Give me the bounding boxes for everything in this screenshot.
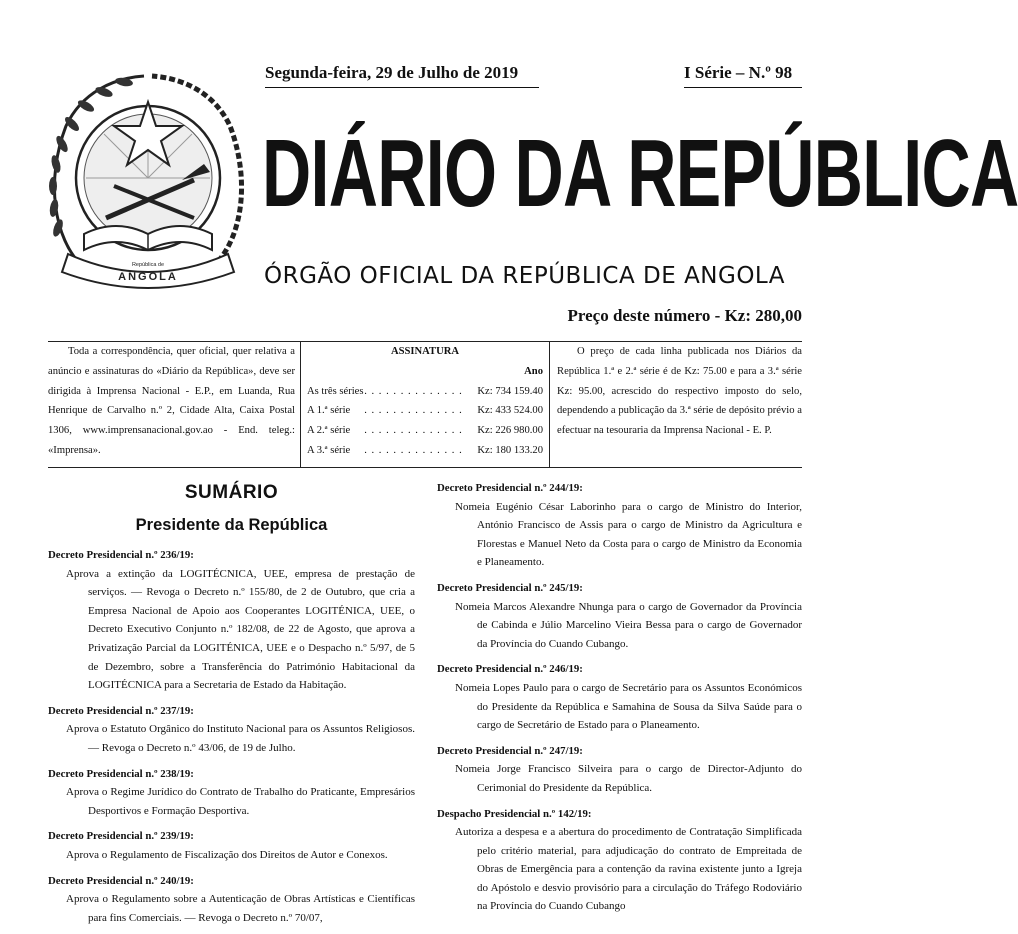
summary-entry bbox=[437, 579, 802, 653]
issue-date: Segunda-feira, 29 de Julho de 2019 bbox=[265, 63, 519, 82]
entry-body: Aprova o Estatuto Orgânico do Instituto Nacional para os Assuntos Religiosos. — Revoga o Decreto n.º 43/06, de 19 de Julho. bbox=[66, 723, 415, 754]
subscription-row-dots: . . . . . . . . . . . . . . bbox=[364, 405, 463, 417]
entry-body: Nomeia Eugénio César Laborinho para o cargo de Ministro do Interior, António Francisco de Assis para o cargo de Ministro da Agricultura e Florestas e Manuel Neto da Costa para o cargo de Ministro da Economia e Planeamento. bbox=[455, 500, 802, 569]
subscription-row-value: Kz: 226 980.00 bbox=[477, 425, 543, 437]
entry-heading: Decreto Presidencial n.º 236/19: bbox=[48, 549, 194, 561]
subscription-row-label: A 1.ª série bbox=[307, 405, 351, 417]
subscription-row-value: Kz: 734 159.40 bbox=[477, 385, 543, 397]
info-box bbox=[48, 341, 802, 468]
entry-body: Aprova o Regime Jurídico do Contrato de Trabalho do Praticante, Empresários Desportivos e Formação Desportiva. bbox=[66, 786, 415, 817]
svg-text:ANGOLA: ANGOLA bbox=[118, 271, 178, 283]
series-underline bbox=[684, 87, 802, 88]
summary-title: SUMÁRIO bbox=[184, 482, 279, 503]
subscription-row bbox=[301, 421, 549, 441]
svg-text:República de: República de bbox=[131, 262, 165, 268]
entry-heading: Decreto Presidencial n.º 245/19: bbox=[437, 581, 583, 594]
entry-body: Autoriza a despesa e a abertura do procedimento de Contratação Simplificada pelo critério material, para adjudicação do contrato de Empreitada de Obras de Emergência para a contenção da ravina existente junto a Igreja do Apóstolo e desvio provisório para a circulação do Tráfego Rodoviário na Província do Cuando Cubango bbox=[455, 826, 802, 913]
subscription-row-dots: . . . . . . . . . . . . . . bbox=[364, 425, 463, 437]
subscription-row-value: Kz: 180 133.20 bbox=[477, 444, 543, 456]
summary-entry bbox=[48, 546, 415, 695]
subscription-heading: ASSINATURA bbox=[390, 346, 460, 357]
entry-heading: Decreto Presidencial n.º 247/19: bbox=[437, 744, 583, 757]
subscription-row bbox=[301, 441, 549, 461]
masthead bbox=[262, 120, 1018, 232]
subscription-row-dots: . . . . . . . . . . . . . . bbox=[364, 444, 463, 456]
summary-entry bbox=[48, 765, 415, 821]
subscription-row-value: Kz: 433 524.00 bbox=[477, 405, 543, 417]
entry-heading: Decreto Presidencial n.º 246/19: bbox=[437, 663, 583, 676]
newspaper-subtitle: ÓRGÃO OFICIAL DA REPÚBLICA DE ANGOLA bbox=[264, 263, 786, 289]
entry-heading: Decreto Presidencial n.º 237/19: bbox=[48, 704, 194, 717]
subscription-row-label: As três séries bbox=[307, 385, 364, 397]
entry-body: Nomeia Jorge Francisco Silveira para o cargo de Director-Adjunto do Cerimonial do Presidente da República. bbox=[455, 763, 802, 794]
summary-entry bbox=[48, 827, 415, 864]
date-underline bbox=[265, 87, 539, 88]
summary-entry bbox=[437, 479, 802, 572]
subscription-table bbox=[300, 342, 550, 467]
summary-section-title: Presidente da República bbox=[135, 516, 328, 534]
subscription-row-label: A 3.ª série bbox=[307, 444, 351, 456]
entry-heading: Decreto Presidencial n.º 240/19: bbox=[48, 874, 194, 887]
subscription-row bbox=[301, 401, 549, 421]
entry-heading: Despacho Presidencial n.º 142/19: bbox=[437, 807, 592, 820]
summary-entry bbox=[48, 872, 415, 928]
angola-coat-of-arms-icon bbox=[44, 68, 252, 288]
entry-body: Aprova o Regulamento de Fiscalização dos Direitos de Autor e Conexos. bbox=[66, 848, 388, 861]
summary-entry bbox=[48, 702, 415, 758]
entry-body: Aprova a extinção da LOGITÉCNICA, UEE, empresa de prestação de serviços. — Revoga o Decreto n.º 155/80, de 2 de Outubro, que cria a Empresa Nacional de Apoio aos Cooperantes LOGITÉNICA, UEE, o Decreto Executivo Conjunto n.º 182/08, de 22 de Agosto, que aprova a Privatização Parcial da LOGITÉNICA, UEE e o Despacho n.º 5/97, de 5 de Dezembro, sobre a Transferência do Património Habitacional da LOGITÉCNICA para a Secretaria de Estado da Habitação. bbox=[66, 567, 415, 692]
entry-heading: Decreto Presidencial n.º 244/19: bbox=[437, 482, 583, 494]
summary-entry bbox=[437, 660, 802, 734]
summary-left-column bbox=[48, 482, 415, 934]
correspondence-notice: Toda a correspondência, quer oficial, quer relativa a anúncio e assinaturas do «Diário da República», deve ser dirigida à Imprensa Nacional - E.P., em Luanda, Rua Henrique de Carvalho n.º 2, Cidade Alta, Caixa Postal 1306, www.imprensanacional.gov.ao - End. teleg.: «Imprensa». bbox=[48, 346, 295, 456]
subscription-row-dots: . . . . . . . . . . . . . . bbox=[364, 385, 463, 397]
issue-series-number: I Série – N.º 98 bbox=[684, 63, 793, 82]
newspaper-title: DIÁRIO DA REPÚBLICA bbox=[262, 120, 1018, 227]
entry-heading: Decreto Presidencial n.º 239/19: bbox=[48, 830, 194, 843]
entry-body: Aprova o Regulamento sobre a Autenticação de Obras Artísticas e Científicas para fins Comerciais. — Revoga o Decreto n.º 70/07, bbox=[66, 893, 415, 924]
summary-right-column bbox=[437, 479, 802, 923]
subscription-year-label: Ano bbox=[524, 365, 543, 377]
summary-entry bbox=[437, 742, 802, 798]
entry-heading: Decreto Presidencial n.º 238/19: bbox=[48, 767, 194, 780]
subscription-row-label: A 2.ª série bbox=[307, 425, 351, 437]
entry-body: Nomeia Lopes Paulo para o cargo de Secretário para os Assuntos Económicos do Presidente da República e Samahina de Sousa da Silva Saúde para o cargo de Secretário de Estado para o Planeamento. bbox=[455, 681, 802, 732]
issue-price: Preço deste número - Kz: 280,00 bbox=[567, 306, 802, 325]
subscription-row bbox=[301, 382, 549, 402]
summary-entry bbox=[437, 805, 802, 917]
pricing-notice: O preço de cada linha publicada nos Diários da República 1.ª e 2.ª série é de Kz: 75.00 e para a 3.ª série Kz: 95.00, acrescido do respectivo imposto do selo, dependendo a publicação da 3.ª série de depósito prévio a efectuar na tesouraria da Imprensa Nacional - E. P. bbox=[557, 346, 802, 437]
entry-body: Nomeia Marcos Alexandre Nhunga para o cargo de Governador da Província de Cabinda e Júlio Marcelino Vieira Bessa para o cargo de Governador da Província do Cuando Cubango. bbox=[455, 600, 802, 650]
